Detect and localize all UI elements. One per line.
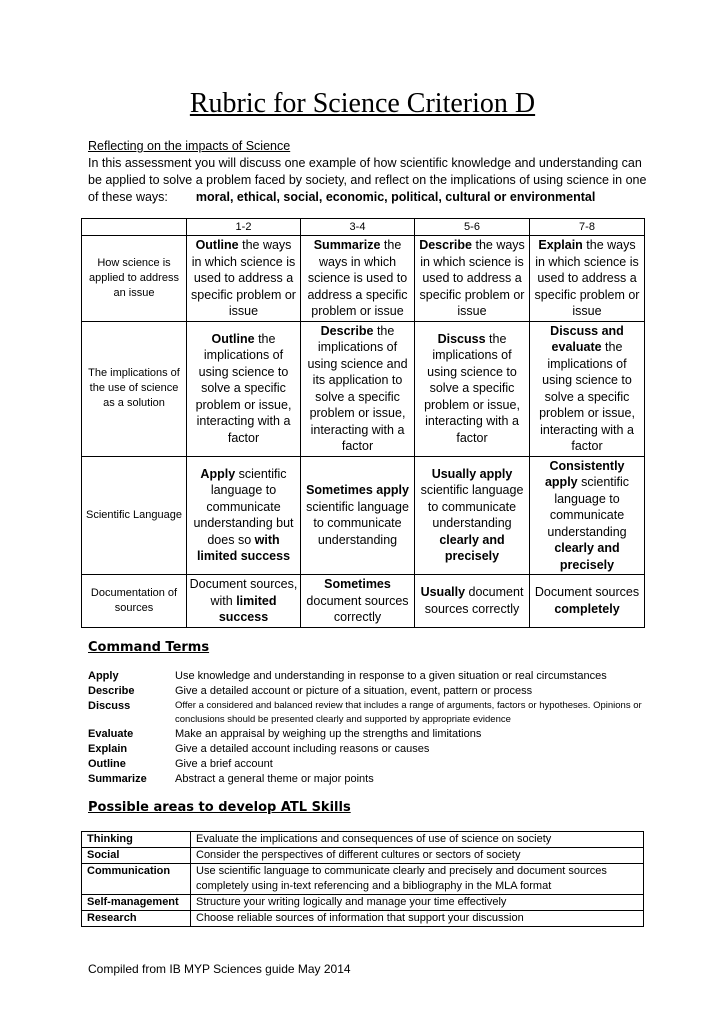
rubric-cell-text: Usually (420, 585, 466, 600)
rubric-cell (301, 236, 415, 322)
rubric-cell-text: Usually apply (431, 466, 513, 481)
rubric-cell (187, 321, 301, 456)
atl-skill: Social (82, 848, 191, 864)
command-term-definition: Give a detailed account including reasons or causes (175, 743, 430, 755)
rubric-row (82, 236, 645, 322)
rubric-cell-text: Outline (195, 238, 239, 252)
rubric-corner-cell (82, 219, 187, 236)
rubric-cell (530, 236, 645, 322)
rubric-cell-text: Sometimes (324, 577, 391, 591)
atl-skill: Research (82, 911, 191, 927)
rubric-row-label: How science is applied to address an issue (82, 236, 187, 322)
atl-skill: Self-management (82, 895, 191, 911)
rubric-cell-text: Discuss (437, 331, 486, 346)
rubric-row (82, 456, 645, 575)
intro-text: In this assessment you will discuss one example of how scientific knowledge and understanding can be applied to solve a problem faced by society, and reflect on the implications of using science in one of these ways: (88, 156, 647, 204)
rubric-cell-text: completely (554, 601, 620, 616)
command-term: Evaluate (88, 728, 134, 740)
atl-description: Choose reliable sources of information that support your discussion (191, 911, 644, 927)
band-header: 1-2 (187, 219, 301, 236)
rubric-cell-text: Explain (538, 238, 583, 252)
command-terms-heading: Command Terms (88, 640, 210, 655)
rubric-cell-text: clearly and precisely (439, 532, 505, 564)
rubric-cell-text: Document sources (534, 585, 640, 600)
rubric-row-label: Documentation of sources (82, 575, 187, 628)
rubric-row (82, 575, 645, 628)
command-term-row (88, 669, 648, 684)
rubric-cell-text: with limited success (196, 532, 291, 564)
command-term-row (88, 772, 648, 787)
rubric-cell-text: the implications of using science and its application to solve a specific problem or issue, interacting with a factor (307, 323, 408, 453)
command-term-definition: Give a detailed account or picture of a situation, event, pattern or process (175, 685, 533, 697)
rubric-cell-text: Sometimes apply (306, 483, 409, 498)
rubric-cell-text: document sources correctly (306, 593, 409, 624)
band-header: 7-8 (530, 219, 645, 236)
rubric-cell (301, 321, 415, 456)
rubric-cell-text: document sources correctly (424, 585, 524, 616)
intro-section (88, 138, 648, 206)
footer-note: Compiled from IB MYP Sciences guide May 2014 (88, 962, 351, 976)
command-term: Explain (88, 743, 128, 755)
command-term: Summarize (88, 773, 147, 785)
page-title: Rubric for Science Criterion D (189, 88, 536, 119)
rubric-row-label: The implications of the use of science as a solution (82, 321, 187, 456)
intro-heading: Reflecting on the impacts of Science (88, 139, 291, 153)
command-term-row (88, 684, 648, 699)
rubric-cell-text: the ways in which science is used to address a specific problem or issue (191, 238, 296, 318)
command-term: Describe (88, 685, 135, 697)
rubric-cell (415, 575, 530, 628)
command-term-definition: Use knowledge and understanding in response to a given situation or real circumstances (175, 670, 607, 682)
command-term: Discuss (88, 700, 131, 712)
command-term-definition: Abstract a general theme or major points (175, 773, 374, 785)
command-term: Apply (88, 670, 119, 682)
rubric-cell (187, 575, 301, 628)
command-term-row (88, 727, 648, 742)
rubric-cell-text: Describe (419, 238, 472, 252)
rubric-cell (415, 456, 530, 575)
rubric-cell (415, 236, 530, 322)
band-header: 3-4 (301, 219, 415, 236)
atl-row (82, 832, 644, 848)
atl-row (82, 895, 644, 911)
atl-table (81, 831, 644, 927)
atl-skill: Thinking (82, 832, 191, 848)
band-header: 5-6 (415, 219, 530, 236)
rubric-row (82, 321, 645, 456)
rubric-cell-text: the ways in which science is used to address a specific problem or issue (307, 238, 408, 318)
rubric-cell (301, 456, 415, 575)
rubric-cell-text: the implications of using science to solve a specific problem or issue, interacting with a factor (195, 331, 292, 445)
rubric-cell (530, 456, 645, 575)
command-term-definition: Offer a considered and balanced review that includes a range of arguments, factors or hypotheses. Opinions or conclusions should be presented clearly and supported by appropriate evidence (175, 700, 642, 725)
atl-description: Structure your writing logically and manage your time effectively (191, 895, 644, 911)
command-terms-list (88, 669, 648, 787)
atl-row (82, 911, 644, 927)
rubric-cell-text: Outline (211, 331, 255, 346)
rubric-cell-text: the ways in which science is used to address a specific problem or issue (419, 238, 525, 318)
rubric-row-label: Scientific Language (82, 456, 187, 575)
rubric-cell-text: scientific language to communicate understanding (420, 483, 524, 531)
rubric-header-row (82, 219, 645, 236)
atl-row (82, 848, 644, 864)
atl-description: Consider the perspectives of different cultures or sectors of society (191, 848, 644, 864)
rubric-cell-text: Discuss and evaluate (550, 323, 624, 354)
command-term-row (88, 757, 648, 772)
command-term: Outline (88, 758, 126, 770)
atl-description: Use scientific language to communicate clearly and precisely and document sources completely using in-text referencing and a bibliography in the MLA format (191, 864, 644, 895)
atl-skill: Communication (82, 864, 191, 895)
rubric-cell (187, 236, 301, 322)
rubric-cell (530, 575, 645, 628)
command-term-row (88, 742, 648, 757)
rubric-table (81, 218, 645, 628)
rubric-cell-text: scientific language to communicate understanding (306, 499, 409, 547)
rubric-cell-text: scientific language to communicate understanding but does so (193, 466, 294, 547)
atl-heading: Possible areas to develop ATL Skills (88, 800, 351, 815)
rubric-cell-text: the ways in which science is used to address a specific problem or issue (534, 238, 640, 318)
rubric-cell-text: Summarize (313, 238, 381, 252)
command-term-definition: Make an appraisal by weighing up the strengths and limitations (175, 728, 482, 740)
rubric-cell-text: Describe (320, 323, 374, 338)
rubric-cell-text: limited success (218, 593, 277, 624)
atl-description: Evaluate the implications and consequences of use of science on society (191, 832, 644, 848)
rubric-cell-text: clearly and precisely (554, 541, 620, 572)
rubric-cell (187, 456, 301, 575)
command-term-row (88, 699, 648, 727)
command-term-definition: Give a brief account (175, 758, 273, 770)
rubric-cell-text: Document sources, with (189, 577, 298, 608)
atl-row (82, 864, 644, 895)
intro-ways: moral, ethical, social, economic, political, cultural or environmental (195, 190, 596, 204)
rubric-cell (415, 321, 530, 456)
rubric-cell (301, 575, 415, 628)
rubric-cell-text: Apply (200, 466, 236, 481)
rubric-cell-text: the implications of using science to solve a specific problem or issue, interacting with a factor (424, 331, 520, 445)
rubric-cell (530, 321, 645, 456)
rubric-cell-text: Consistently apply (544, 458, 625, 489)
rubric-cell-text: the implications of using science to solve a specific problem or issue, interacting with a factor (539, 340, 635, 453)
rubric-cell-text: scientific language to communicate understanding (547, 475, 630, 539)
